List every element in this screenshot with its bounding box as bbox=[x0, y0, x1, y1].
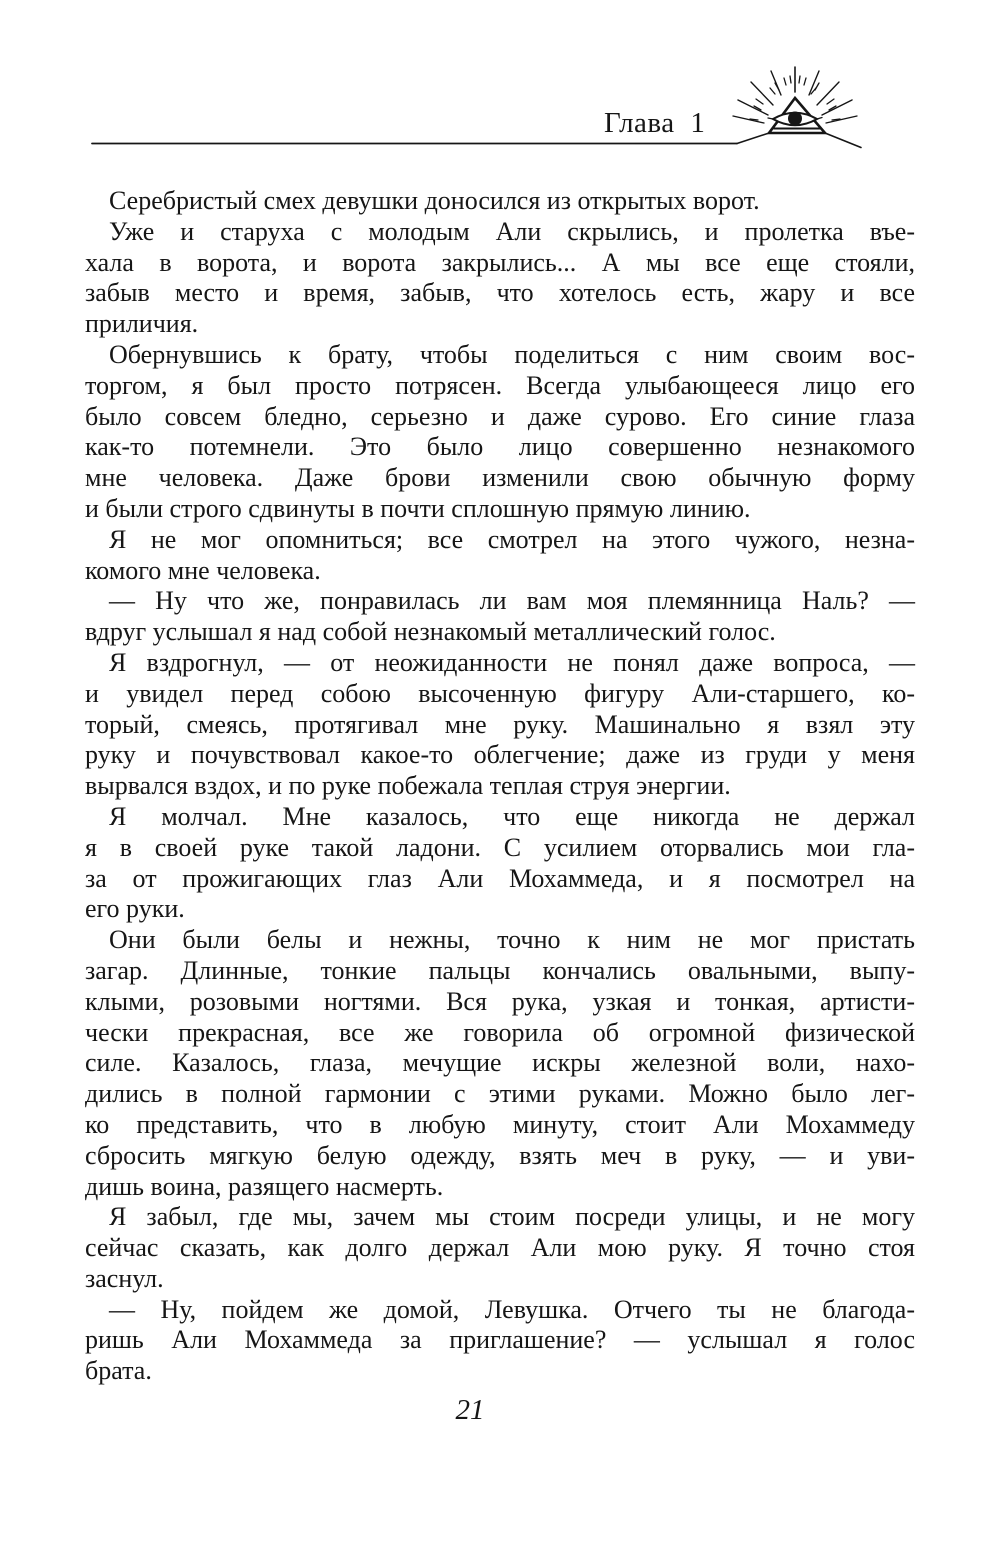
text-line: за от прожигающих глаз Али Мохаммеда, и я посмотрел на bbox=[85, 863, 915, 893]
text-line: вдруг услышал я над собой незнакомый металлический голос. bbox=[85, 617, 776, 647]
text-line: брата. bbox=[85, 1356, 152, 1386]
text-line: вырвался вздох, и по руке побежала теплая струя энергии. bbox=[85, 771, 731, 801]
text-line: клыми, розовыми ногтями. Вся рука, узкая и тонкая, артисти- bbox=[85, 986, 915, 1016]
text-line: дишь воина, разящего насмерть. bbox=[85, 1171, 444, 1201]
text-line: торгом, я был просто потрясен. Всегда улыбающееся лицо его bbox=[85, 370, 915, 400]
text-line: я в своей руке такой ладони. С усилием оторвались мои гла- bbox=[85, 832, 915, 862]
text-line: Я молчал. Мне казалось, что еще никогда не держал bbox=[109, 801, 915, 831]
paragraph bbox=[85, 586, 915, 648]
paragraph bbox=[85, 340, 915, 525]
text-line: Я забыл, где мы, зачем мы стоим посреди улицы, и не могу bbox=[109, 1202, 915, 1232]
text-line: чески прекрасная, все же говорила об огромной физической bbox=[85, 1017, 915, 1047]
text-line: хала в ворота, и ворота закрылись... А мы все еще стояли, bbox=[85, 247, 915, 277]
text-line: — Ну что же, понравилась ли вам моя племянница Наль? — bbox=[109, 586, 915, 616]
text-line: и были строго сдвинуты в почти сплошную прямую линию. bbox=[85, 493, 751, 523]
paragraph bbox=[85, 217, 915, 340]
text-line: Они были белы и нежны, точно к ним не мог пристать bbox=[109, 925, 915, 955]
text-line: Обернувшись к брату, чтобы поделиться с ним своим вос- bbox=[109, 339, 915, 369]
text-line: комого мне человека. bbox=[85, 555, 321, 585]
paragraph bbox=[85, 1295, 915, 1387]
page-number: 21 bbox=[455, 1394, 485, 1426]
paragraph bbox=[85, 186, 915, 217]
chapter-heading: Глава 1 bbox=[604, 107, 706, 139]
text-line: сейчас сказать, как долго держал Али мою руку. Я точно стоя bbox=[85, 1233, 915, 1263]
text-line: сбросить мягкую белую одежду, взять меч в руку, — и уви- bbox=[85, 1140, 915, 1170]
text-line: Я не мог опомниться; все смотрел на этого чужого, незна- bbox=[109, 524, 915, 554]
text-line: руку и почувствовал какое-то облегчение; даже из груди у меня bbox=[85, 740, 915, 770]
text-line: его руки. bbox=[85, 894, 185, 924]
text-line: ришь Али Мохаммеда за приглашение? — услышал я голос bbox=[85, 1325, 915, 1355]
text-line: мне человека. Даже брови изменили свою обычную форму bbox=[85, 463, 915, 493]
body-text bbox=[85, 186, 915, 1387]
paragraph bbox=[85, 525, 915, 587]
text-line: забыв место и время, забыв, что хотелось есть, жару и все bbox=[85, 278, 915, 308]
text-line: загар. Длинные, тонкие пальцы кончались овальными, выпу- bbox=[85, 955, 915, 985]
all-seeing-eye-icon bbox=[85, 58, 915, 153]
text-line: было совсем бледно, серьезно и даже сурово. Его синие глаза bbox=[85, 401, 915, 431]
text-line: заснул. bbox=[85, 1263, 164, 1293]
text-line: как-то потемнели. Это было лицо совершенно незнакомого bbox=[85, 432, 915, 462]
text-line: ко представить, что в любую минуту, стоит Али Мохаммеду bbox=[85, 1109, 915, 1139]
paragraph bbox=[85, 925, 915, 1202]
paragraph bbox=[85, 802, 915, 925]
paragraph bbox=[85, 648, 915, 802]
text-line: Серебристый смех девушки доносился из открытых ворот. bbox=[109, 186, 760, 215]
text-line: и увидел перед собою высоченную фигуру Али-старшего, ко- bbox=[85, 678, 915, 708]
text-line: дились в полной гармонии с этими руками. Можно было лег- bbox=[85, 1079, 915, 1109]
paragraph bbox=[85, 1202, 915, 1294]
text-line: приличия. bbox=[85, 309, 199, 339]
text-line: торый, смеясь, протягивал мне руку. Машинально я взял эту bbox=[85, 709, 915, 739]
text-line: Я вздрогнул, — от неожиданности не понял даже вопроса, — bbox=[109, 647, 915, 677]
text-line: — Ну, пойдем же домой, Левушка. Отчего ты не благода- bbox=[109, 1294, 915, 1324]
text-line: силе. Казалось, глаза, мечущие искры железной воли, нахо- bbox=[85, 1048, 915, 1078]
text-line: Уже и старуха с молодым Али скрылись, и пролетка въе- bbox=[109, 216, 915, 246]
